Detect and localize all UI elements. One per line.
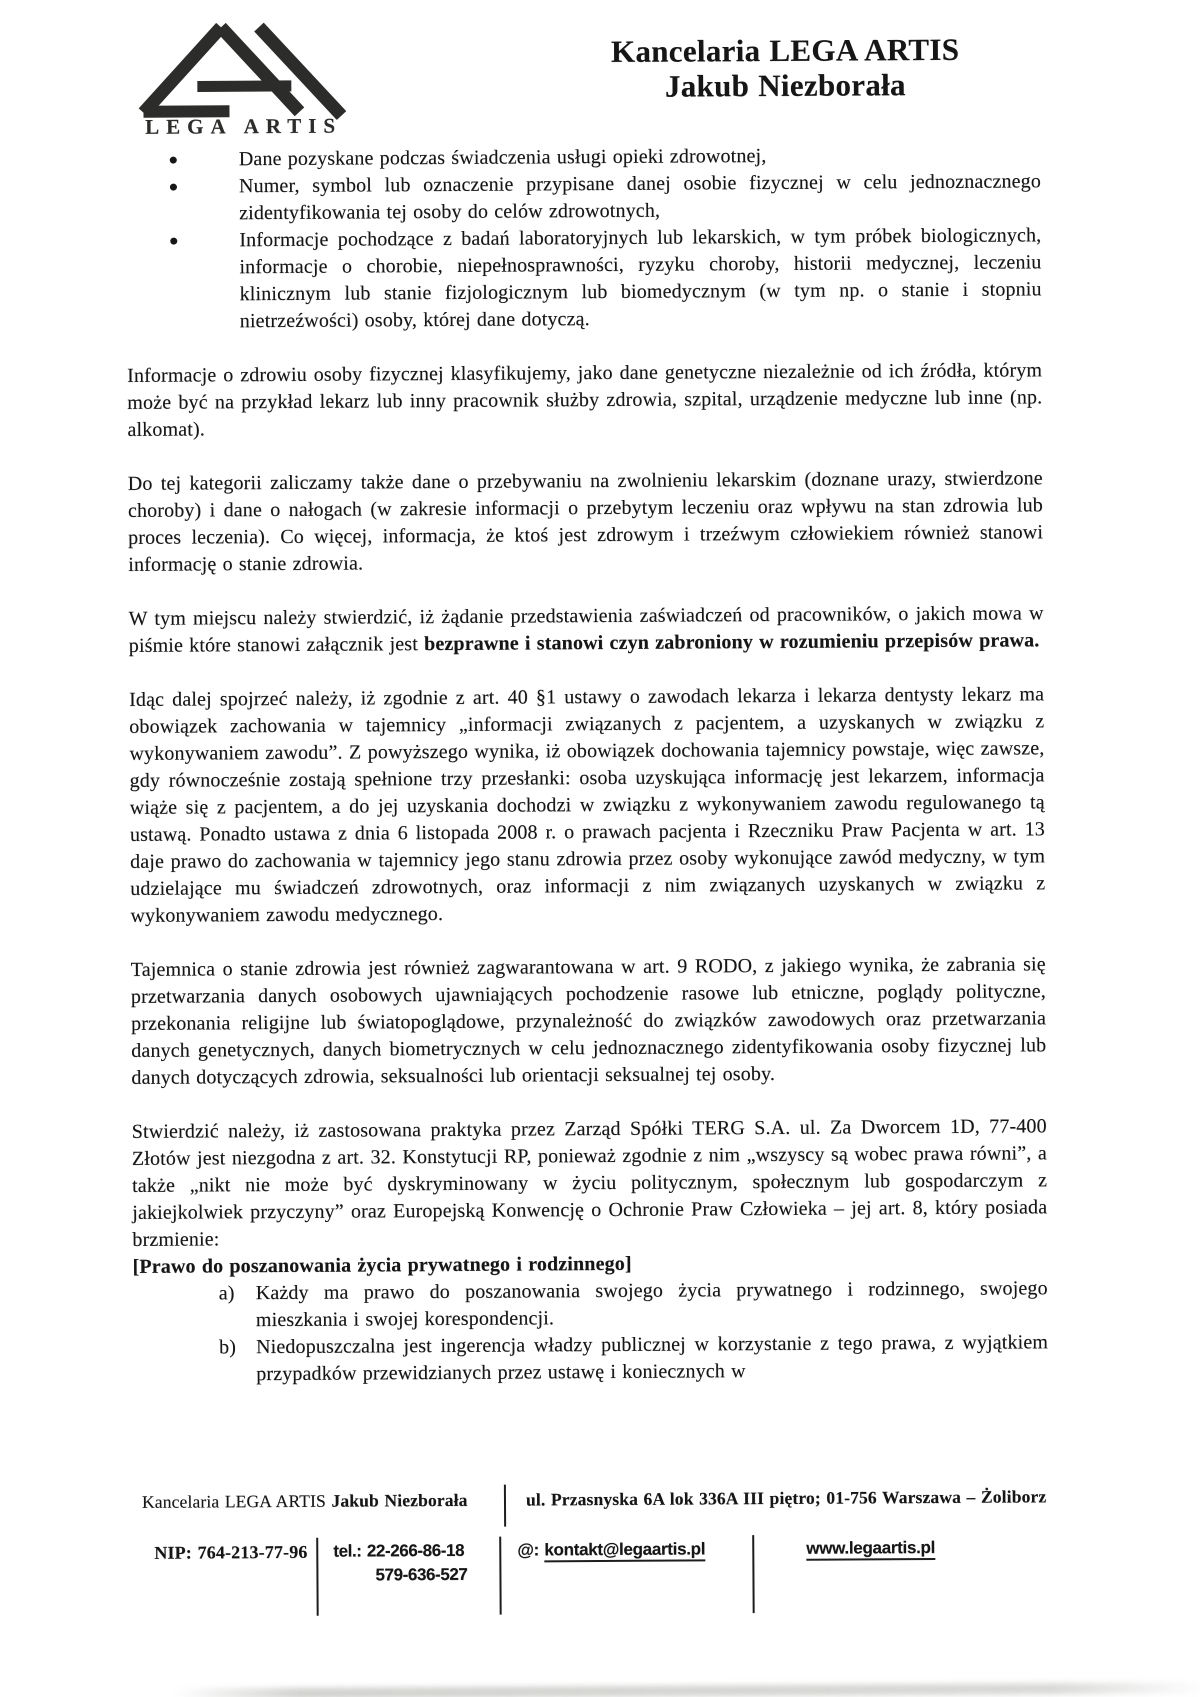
bullet-item [126,168,1041,228]
footer-row-contacts [134,1533,1049,1617]
footer-nip: NIP: 764-213-77-96 [134,1538,318,1617]
paragraph-health-classification: Informacje o zdrowiu osoby fizycznej klasyfikujemy, jako dane genetyczne niezależnie od ich źródła, którym może być na przykład lekarz lub inny pracownik służby zdrowia, szpital, urządzenie medyczne lub inne (np. alkomat). [127,359,1043,441]
paragraph-demand [129,600,1044,660]
paragraph-terg: Stwierdzić należy, iż zastosowana praktyka przez Zarząd Spółki TERG S.A. ul. Za Dworcem 1D, 77-400 Złotów jest niezgodna z art. 32. Konstytucji RP, ponieważ zgodnie z nim „wszyscy są wobec prawa równi”, a także „nikt nie może być dyskryminowany w życiu politycznym, społecznym lub gospodarczym z jakiejkolwiek przyczyny” oraz Europejską Konwencję o Ochronie Praw Człowieka – jej art. 8, który posiada brzmienie: [131,1115,1048,1251]
footer-website-cell [754,1533,1049,1613]
footer-phone-1: tel.: 22-266-86-18 [333,1540,465,1561]
bullet-text: Dane pozyskane podczas świadczenia usługi opieki zdrowotnej, [238,144,767,171]
logo-wordmark: LEGA ARTIS [145,113,343,139]
lawyer-name: Jakub Niezborała [664,67,906,104]
paragraph-demand-bold: bezprawne i stanowi czyn zabroniony w rozumieniu przepisów prawa. [423,629,1040,656]
website-link[interactable]: www.legaartis.pl [806,1538,935,1561]
paragraph-category: Do tej kategorii zaliczamy także dane o przebywaniu na zwolnieniu lekarskim (doznane urazy, stwierdzone choroby) i dane o nałogach (w zakresie informacji o przebytym leczeniu oraz wpływu na stan zdrowia lub proces leczenia). Co więcej, informacja, że ktoś jest zdrowym i trzeźwym człowiekiem również stanowi informację o stanie zdrowia. [127,467,1044,576]
footer-firm-bold: Jakub Niezborała [331,1489,468,1511]
health-data-bullet-list [126,141,1042,336]
paragraph-art40: Idąc dalej spojrzeć należy, iż zgodnie z art. 40 §1 ustawy o zawodach lekarza i lekarza dentysty lekarz ma obowiązek zachowania w tajemnicy „informacji związanych z pacjentem, a uzyskanych w związku z wykonywaniem zawodu”. Z powyższego wynika, iż obowiązek dochowania tajemnicy powstaje, więc zawsze, gdy równocześnie zostają spełnione trzy przesłanki: osoba uzyskująca informację jest lekarzem, informacja wiąże się z pacjentem, a do jej uzyskania dochodzi w związku z wykonywaniem zawodu regulowanego tą ustawą. Ponadto ustawa z dnia 6 listopada 2008 r. o prawach pacjenta i Rzeczniku Praw Pacjenta w art. 13 daje prawo do zachowania w tajemnicy jego stanu zdrowia przez osoby wykonujące zawód medyczny, w tym udzielające mu świadczeń zdrowotnych, oraz informacji z nim związanych uzyskanych w związku z wykonywaniem zawodu medycznego. [129,683,1046,927]
bullet-text: Numer, symbol lub oznaczenie przypisane danej osobie fizycznej w celu jednoznacznego zidentyfikowania tej osoby do celów zdrowotnych, [238,170,1041,225]
footer-firm-regular: Kancelaria LEGA ARTIS [141,1490,326,1512]
bullet-item [126,222,1042,336]
list-text-a: Każdy ma prawo do poszanowania swojego życia prywatnego i rodzinnego, swojego mieszkania i swojej korespondencji. [255,1277,1048,1332]
bullet-dot-icon [170,184,177,191]
list-item-b [133,1329,1048,1389]
footer-row-firm [134,1481,1049,1529]
footer-phone-2: 579-636-527 [375,1564,468,1585]
mountain-a-logo-icon [133,19,356,120]
list-marker-a: a) [218,1282,235,1305]
letterhead-title [525,31,1045,104]
list-text-b: Niedopuszczalna jest ingerencja władzy publicznej w korzystanie z tego prawa, z wyjątkiem przypadków przewidzianych przez ustawę i koniecznych w [255,1331,1049,1386]
footer-phone-cell [318,1537,501,1616]
footer-email-cell [501,1535,754,1615]
firm-name: Kancelaria LEGA ARTIS [610,31,960,69]
letterhead [125,13,1041,141]
bullet-text: Informacje pochodzące z badań laboratoryjnych lub lekarskich, w tym próbek biologicznych, informacje o chorobie, niepełnosprawności, ryzyku choroby, historii medycznej, leczeniu klinicznym lub stanie fizjologicznym lub biomedycznym (w tym np. o stanie i stopniu nietrzeźwości) osoby, której dane dotyczą. [239,224,1042,333]
convention-article-list [133,1275,1049,1389]
bullet-dot-icon [170,157,177,164]
email-link[interactable]: kontakt@legaartis.pl [544,1539,705,1562]
footer-firm-cell [134,1485,506,1529]
paragraph-rodo: Tajemnica o stanie zdrowia jest również zagwarantowana w art. 9 RODO, z jakiego wynika, że zabrania się przetwarzania danych osobowych ujawniających pochodzenie rasowe lub etniczne, poglądy polityczne, przekonania religijne lub światopoglądowe, przynależność do związków zawodowych oraz przetwarzania danych genetycznych, danych biometrycznych w celu jednoznacznego zidentyfikowania osoby fizycznej lub danych dotyczących zdrowia, seksualności lub orientacji seksualnej tej osoby. [130,953,1047,1089]
company-logo [133,19,354,139]
email-prefix: @: [517,1540,539,1560]
bullet-dot-icon [170,238,177,245]
list-marker-b: b) [218,1336,237,1359]
paragraph-demand-normal: W tym miejscu należy stwierdzić, iż żądanie przedstawienia zaświadczeń od pracowników, o jakich mowa w piśmie które stanowi załącznik jest [128,602,1044,657]
rights-heading: [Prawo do poszanowania życia prywatnego i rodzinnego] [132,1252,632,1278]
footer-address: ul. Przasnyska 6A lok 336A III piętro; 01-756 Warszawa – Żoliborz [525,1486,1047,1510]
list-item-a [133,1275,1048,1335]
letter-footer [134,1481,1050,1617]
scan-artifact-smudge [175,1682,1200,1697]
